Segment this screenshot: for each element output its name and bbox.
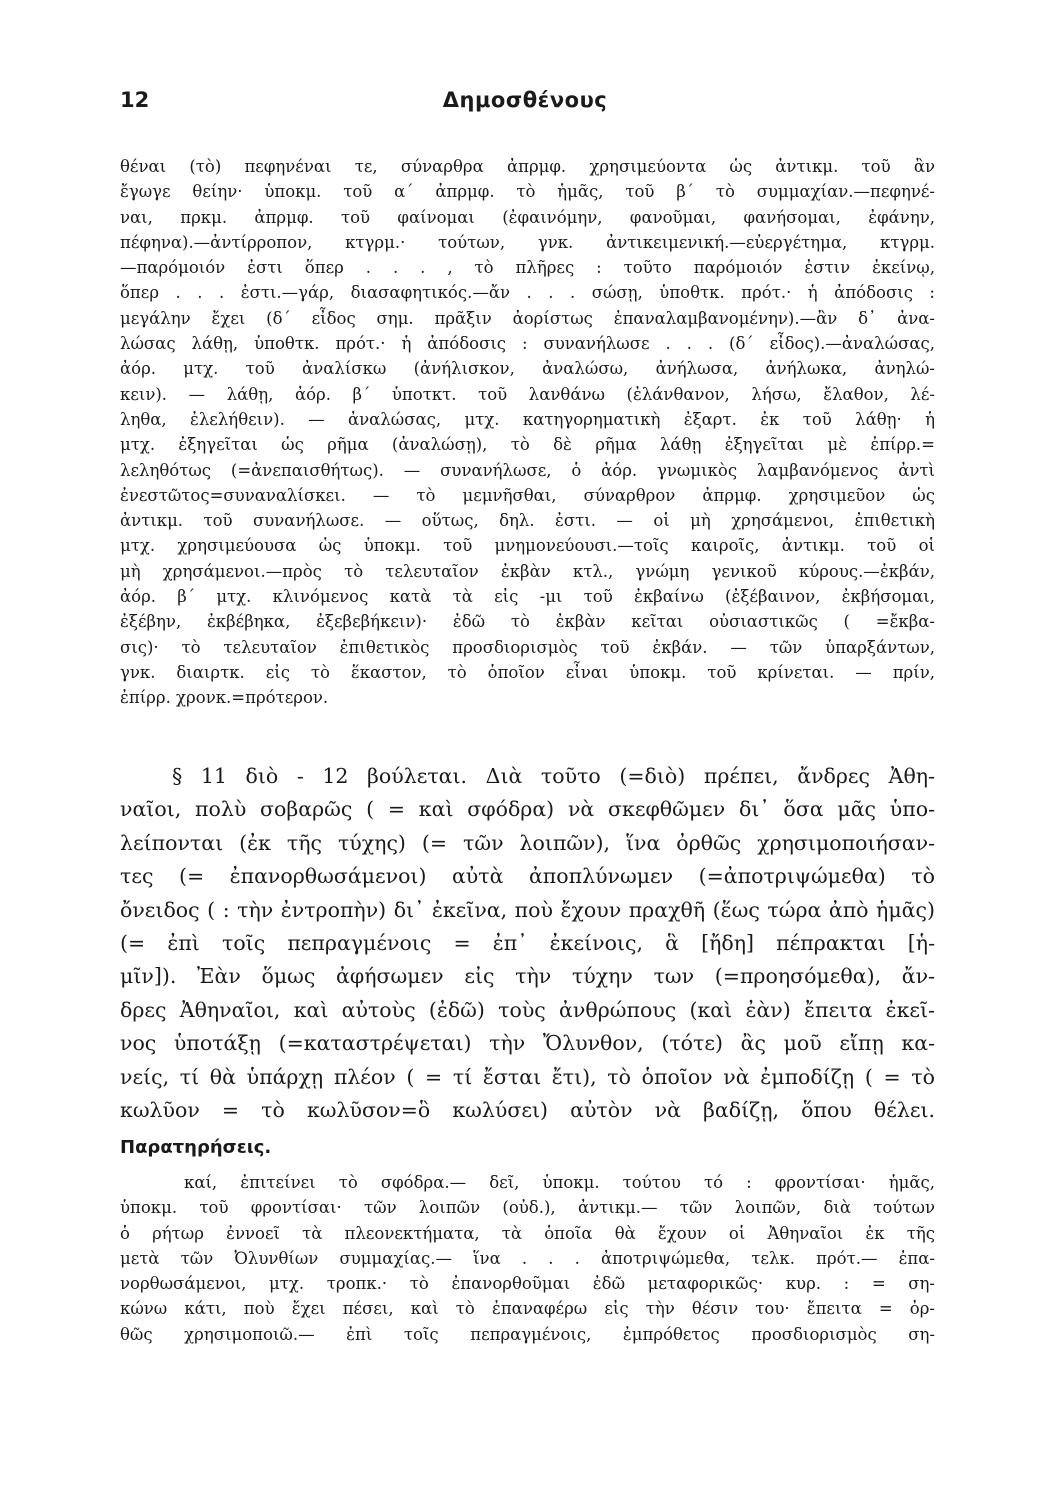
translation-line: ὄνειδος ( : τὴν ἐντροπὴν) δι᾽ ἐκεῖνα, ποὺ ἔχουν πραχθῆ (ἕως τώρα ἀπὸ ἡμᾶς) [120, 897, 935, 922]
notes-line: ὁ ρήτωρ ἐννοεῖ τὰ πλεονεκτήματα, τὰ ὁποῖα θὰ ἔχουν οἱ Ἀθηναῖοι ἐκ τῆς [120, 1223, 935, 1243]
commentary-line: ληθα, ἐλελήθειν). — ἀναλώσας, μτχ. κατηγορηματικὴ ἐξαρτ. ἐκ τοῦ λάθῃ· ἡ [120, 409, 935, 429]
section-translation [120, 760, 935, 1127]
commentary-line: θέναι (τὸ) πεφηνέναι τε, σύναρθρα ἀπρμφ. χρησιμεύοντα ὡς ἀντικμ. τοῦ ἂν [120, 157, 935, 176]
notes-line: μετὰ τῶν Ὀλυνθίων συμμαχίας.— ἵνα . . . ἀποτριψώμεθα, τελκ. πρότ.— ἐπα- [120, 1248, 935, 1268]
commentary-line: λεληθότως (=ἀνεπαισθήτως). — συνανήλωσε, ὁ ἀόρ. γνωμικὸς λαμβανόμενος ἀντὶ [120, 460, 935, 480]
commentary-line: λώσας λάθῃ, ὑποθτκ. πρότ.· ἡ ἀπόδοσις : συνανήλωσε . . . (δ΄ εἶδος).—ἀναλώσας, [120, 334, 935, 354]
translation-line: (= ἐπὶ τοῖς πεπραγμένοις = ἐπ᾽ ἐκείνοις, ἃ [ἤδη] πέπρακται [ἡ- [120, 930, 935, 955]
commentary-line: ἀόρ. μτχ. τοῦ ἀναλίσκω (ἀνήλισκον, ἀναλώσω, ἀνήλωσα, ἀνήλωκα, ἀνηλώ- [120, 359, 935, 379]
notes-heading: Παρατηρήσεις. [120, 1137, 272, 1158]
commentary-line: μτχ. ἐξηγεῖται ὡς ρῆμα (ἀναλώσῃ), τὸ δὲ ρῆμα λάθῃ ἐξηγεῖται μὲ ἐπίρρ.= [120, 435, 935, 455]
page-header [120, 88, 930, 124]
translation-line: § 11 διὸ - 12 βούλεται. Διὰ τοῦτο (=διὸ) πρέπει, ἄνδρες Ἀθη- [172, 764, 935, 788]
translation-line: νείς, τί θὰ ὑπάρχῃ πλέον ( = τί ἔσται ἔτι), τὸ ὁποῖον νὰ ἐμποδίζῃ ( = τὸ [120, 1064, 935, 1089]
grammatical-commentary [120, 154, 935, 711]
commentary-line: κειν). — λάθῃ, ἀόρ. β΄ ὑποτκτ. τοῦ λανθάνω (ἐλάνθανον, λήσω, ἔλαθον, λέ- [120, 384, 935, 404]
commentary-line: μεγάλην ἔχει (δ΄ εἶδος σημ. πρᾶξιν ἀορίστως ἐπαναλαμβανομένην).—ἂν δ᾽ ἀνα- [120, 308, 935, 328]
translation-line: μῖν]). Ἐὰν ὅμως ἀφήσωμεν εἰς τὴν τύχην των (=προησόμεθα), ἄν- [120, 964, 935, 989]
commentary-line: σις)· τὸ τελευταῖον ἐπιθετικὸς προσδιορισμὸς τοῦ ἐκβάν. — τῶν ὑπαρξάντων, [120, 637, 935, 657]
commentary-line: ἐνεστῶτος=συναναλίσκει. — τὸ μεμνῆσθαι, σύναρθρον ἀπρμφ. χρησιμεῦον ὡς [120, 485, 935, 505]
notes-line: θῶς χρησιμοποιῶ.— ἐπὶ τοῖς πεπραγμένοις, ἐμπρόθετος προσδιορισμὸς ση- [120, 1324, 935, 1344]
notes-line: νορθωσάμενοι, μτχ. τροπκ.· τὸ ἐπανορθοῦμαι ἐδῶ μεταφορικῶς· κυρ. : = ση- [120, 1274, 935, 1294]
commentary-line: γνκ. διαιρτκ. εἰς τὸ ἕκαστον, τὸ ὁποῖον εἶναι ὑποκμ. τοῦ κρίνεται. — πρίν, [120, 662, 935, 682]
running-title: Δημοσθένους [442, 88, 608, 112]
commentary-line: ἐπίρρ. χρονκ.=πρότερον. [120, 688, 329, 708]
notes [120, 1170, 935, 1347]
commentary-line: ἔγωγε θείην· ὑποκμ. τοῦ α΄ ἀπρμφ. τὸ ἡμᾶς, τοῦ β΄ τὸ συμμαχίαν.—πεφηνέ- [120, 182, 935, 202]
commentary-line: ἀόρ. β΄ μτχ. κλινόμενος κατὰ τὰ εἰς -μι τοῦ ἐκβαίνω (ἐξέβαινον, ἐκβήσομαι, [120, 587, 935, 607]
commentary-line: —παρόμοιόν ἐστι ὅπερ . . . , τὸ πλῆρες : τοῦτο παρόμοιόν ἐστιν ἐκείνῳ, [120, 258, 935, 278]
commentary-line: πέφηνα).—ἀντίρροπον, κτγρμ.· τούτων, γνκ. ἀντικειμενική.—εὐεργέτημα, κτγρμ. [120, 232, 935, 252]
commentary-line: ὅπερ . . . ἐστι.—γάρ, διασαφητικός.—ἄν . . . σώσῃ, ὑποθτκ. πρότ.· ἡ ἀπόδοσις : [120, 283, 935, 303]
translation-line: τες (= ἐπανορθωσάμενοι) αὐτὰ ἀποπλύνωμεν (=ἀποτριψώμεθα) τὸ [120, 864, 935, 889]
notes-line: ὑποκμ. τοῦ φροντίσαι· τῶν λοιπῶν (οὐδ.), ἀντικμ.— τῶν λοιπῶν, διὰ τούτων [120, 1198, 935, 1218]
commentary-line: ναι, πρκμ. ἀπρμφ. τοῦ φαίνομαι (ἐφαινόμην, φανοῦμαι, φανήσομαι, ἐφάνην, [120, 207, 935, 227]
translation-line: νος ὑποτάξῃ (=καταστρέψεται) τὴν Ὄλυνθον, (τότε) ἂς μοῦ εἴπῃ κα- [120, 1031, 935, 1056]
notes-line: καί, ἐπιτείνει τὸ σφόδρα.— δεῖ, ὑποκμ. τούτου τό : φροντίσαι· ἡμᾶς, [184, 1173, 935, 1192]
commentary-line: μὴ χρησάμενοι.—πρὸς τὸ τελευταῖον ἐκβὰν κτλ., γνώμη γενικοῦ κύρους.—ἐκβάν, [120, 561, 935, 581]
translation-line: κωλῦον = τὸ κωλῦσον=ὃ κωλύσει) αὐτὸν νὰ βαδίζῃ, ὅπου θέλει. [120, 1097, 935, 1122]
notes-line: κώνω κάτι, ποὺ ἔχει πέσει, καὶ τὸ ἐπαναφέρω εἰς τὴν θέσιν του· ἔπειτα = ὀρ- [120, 1299, 935, 1319]
commentary-line: ἀντικμ. τοῦ συνανήλωσε. — οὕτως, δηλ. ἐστι. — οἱ μὴ χρησάμενοι, ἐπιθετικὴ [120, 511, 935, 531]
translation-line: δρες Ἀθηναῖοι, καὶ αὐτοὺς (ἐδῶ) τοὺς ἀνθρώπους (καὶ ἐὰν) ἔπειτα ἐκεῖ- [120, 997, 935, 1022]
commentary-line: μτχ. χρησιμεύουσα ὡς ὑποκμ. τοῦ μνημονεύουσι.—τοῖς καιροῖς, ἀντικμ. τοῦ οἱ [120, 536, 935, 556]
page-number: 12 [120, 88, 150, 112]
commentary-line: ἐξέβην, ἐκβέβηκα, ἐξεβεβήκειν)· ἐδῶ τὸ ἐκβὰν κεῖται οὐσιαστικῶς ( =ἔκβα- [120, 612, 935, 632]
translation-line: λείπονται (ἐκ τῆς τύχης) (= τῶν λοιπῶν), ἵνα ὀρθῶς χρησιμοποιήσαν- [120, 830, 935, 855]
translation-line: ναῖοι, πολὺ σοβαρῶς ( = καὶ σφόδρα) νὰ σκεφθῶμεν δι᾽ ὅσα μᾶς ὑπο- [120, 797, 935, 822]
